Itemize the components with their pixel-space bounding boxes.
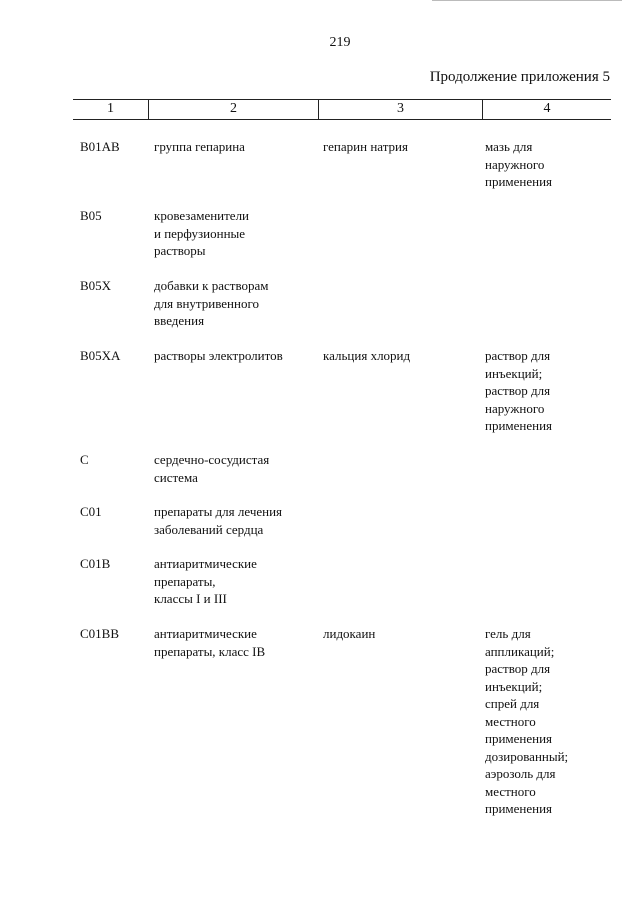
group-name: кровезаменители и перфузионные растворы bbox=[154, 208, 250, 258]
dosage-forms: мазь для наружного применения bbox=[485, 139, 553, 189]
group-name: добавки к растворам для внутривенного введения bbox=[154, 278, 269, 328]
group-name: антиаритмические препараты, класс IB bbox=[154, 626, 266, 659]
column-header-4: 4 bbox=[543, 101, 551, 116]
atc-code: B05X bbox=[80, 278, 112, 293]
atc-code: B01AB bbox=[80, 139, 120, 154]
substance-name: кальция хлорид bbox=[323, 348, 411, 363]
atc-code: C01 bbox=[80, 504, 102, 519]
substance-name: гепарин натрия bbox=[323, 139, 408, 154]
substance-name: лидокаин bbox=[323, 626, 376, 641]
atc-code: C01BB bbox=[80, 626, 120, 641]
dosage-forms: раствор для инъекций; раствор для наружного применения bbox=[485, 348, 553, 433]
atc-code: C bbox=[80, 452, 89, 467]
group-name: растворы электролитов bbox=[154, 348, 283, 363]
scan-corner-mark bbox=[432, 0, 622, 3]
column-header-3: 3 bbox=[319, 100, 483, 119]
table-header bbox=[73, 99, 611, 120]
group-name: сердечно-сосудистая система bbox=[154, 452, 270, 485]
continuation-label: Продолжение приложения 5 bbox=[429, 69, 610, 85]
page-number: 219 bbox=[329, 35, 351, 50]
column-header-1: 1 bbox=[73, 100, 149, 119]
dosage-forms: гель для аппликаций; раствор для инъекций; спрей для местного применения дозированный; аэрозоль для местного применения bbox=[485, 626, 569, 816]
group-name: препараты для лечения заболеваний сердца bbox=[154, 504, 283, 537]
atc-code: C01B bbox=[80, 556, 111, 571]
atc-code: B05XA bbox=[80, 348, 121, 363]
group-name: группа гепарина bbox=[154, 139, 245, 154]
group-name: антиаритмические препараты, классы I и III bbox=[154, 556, 257, 606]
column-header-2: 2 bbox=[149, 100, 319, 119]
atc-code: B05 bbox=[80, 208, 102, 223]
